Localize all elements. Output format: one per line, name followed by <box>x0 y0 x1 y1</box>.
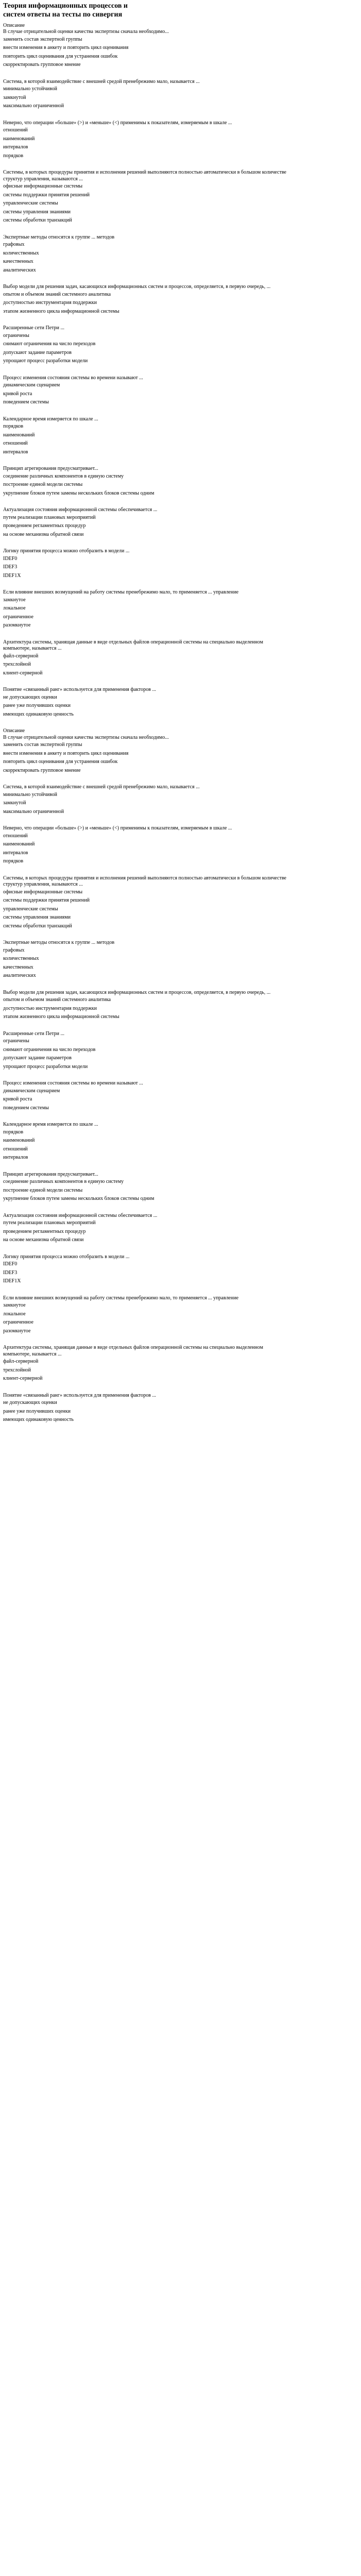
answer-option: наименований <box>3 432 35 438</box>
answer-option: интервалов <box>3 144 28 150</box>
answer-option: отношений <box>3 127 28 133</box>
answer-option: соединение различных компонентов в единую систему <box>3 1179 124 1185</box>
block-spacer <box>3 867 352 875</box>
answer-list <box>3 183 352 224</box>
answer-option: ограничены <box>3 332 29 338</box>
answer-option: повторить цикл оценивания для устранения ошибок <box>3 53 118 59</box>
question-text: Выбор модели для решения задач, касающихся информационных систем и процессов, определяется, в первую очередь, ... <box>3 989 271 995</box>
question-list <box>3 23 352 1434</box>
question-block <box>3 466 352 507</box>
answer-option: ранее уже получивших оценки <box>3 1408 71 1414</box>
block-spacer <box>3 71 352 79</box>
question-block <box>3 1031 352 1081</box>
answer-option: файл-серверной <box>3 653 39 659</box>
question-block <box>3 1172 352 1213</box>
answer-option: ограниченное <box>3 614 33 620</box>
answer-list <box>3 556 352 580</box>
block-spacer <box>3 817 352 825</box>
question-block <box>3 120 352 170</box>
question-text: Описание В случае отрицательной оценки качества экспертизы сначала необходимо... <box>3 728 169 740</box>
question-text: Расширенные сети Петри ... <box>3 1030 65 1037</box>
answer-option: файл-серверной <box>3 1359 39 1365</box>
answer-option: опытом и объемом знаний системного аналитика <box>3 291 111 297</box>
answer-option: трехслойной <box>3 1367 31 1373</box>
block-spacer <box>3 581 352 589</box>
answer-list <box>3 833 352 865</box>
answer-option: локальное <box>3 1311 26 1317</box>
answer-list <box>3 1302 352 1334</box>
answer-option: системы обработки транзакций <box>3 923 72 929</box>
block-spacer <box>3 499 352 507</box>
answer-list <box>3 423 352 455</box>
block-spacer <box>3 1072 352 1080</box>
answer-option: доступностью инструментария поддержки <box>3 1005 97 1011</box>
answer-list <box>3 382 352 406</box>
answer-option: укрупнение блоков путем замены нескольких блоков системы одним <box>3 490 154 496</box>
block-spacer <box>3 931 352 940</box>
answer-list <box>3 653 352 677</box>
answer-option: наименований <box>3 841 35 848</box>
answer-option: имеющих одинаковую ценность <box>3 711 74 717</box>
answer-option: внести изменения в анкету и повторить цикл оценивания <box>3 750 129 756</box>
block-spacer <box>3 1426 352 1434</box>
answer-option: допускают задание параметров <box>3 1055 72 1061</box>
block-spacer <box>3 112 352 120</box>
question-text: Календарное время измеряется по шкале ... <box>3 1122 98 1128</box>
answer-list <box>3 947 352 979</box>
question-text: Если влияние внешних возмущений на работу системы пренебрежимо мало, то применяется ... управление <box>3 1295 239 1301</box>
answer-option: офисные информационные системы <box>3 889 83 895</box>
block-spacer <box>3 1023 352 1031</box>
question-block <box>3 784 352 825</box>
answer-list <box>3 742 352 774</box>
question-text: Неверно, что операции «больше» (>) и «меньше» (<) применимы к показателям, измеряемым в шкале ... <box>3 120 232 126</box>
answer-option: соединение различных компонентов в единую систему <box>3 473 124 479</box>
question-text: Актуализация состояния информационной системы обеспечивается ... <box>3 507 158 513</box>
answer-option: снимают ограничения на число переходов <box>3 1046 96 1053</box>
answer-option: скорректировать групповое мнение <box>3 767 81 773</box>
answer-option: не допускающих оценки <box>3 1400 57 1406</box>
question-text: Системы, в которых процедуры принятия и исполнения решений выполняются полностью автоматически в большом количестве структур управления, называются ... <box>3 170 286 182</box>
answer-option: путем реализации плановых мероприятий <box>3 1220 96 1226</box>
answer-list <box>3 473 352 497</box>
answer-option: упрощают процесс разработки модели <box>3 1063 88 1070</box>
answer-option: кривой роста <box>3 1096 32 1103</box>
block-spacer <box>3 317 352 325</box>
question-block <box>3 1345 352 1393</box>
question-text: Процесс изменения состояния системы во времени называют ... <box>3 375 143 381</box>
answer-option: порядков <box>3 858 24 865</box>
block-spacer <box>3 1336 352 1345</box>
answer-option: отношений <box>3 833 28 839</box>
question-text: Экспертные методы относятся к группе ... методов <box>3 234 115 240</box>
answer-list <box>3 1088 352 1112</box>
question-block <box>3 1295 352 1345</box>
answer-option: упрощают процесс разработки модели <box>3 358 88 364</box>
block-spacer <box>3 1113 352 1122</box>
answer-option: имеющих одинаковую ценность <box>3 1417 74 1423</box>
question-text: Календарное время измеряется по шкале ... <box>3 416 98 422</box>
answer-option: внести изменения в анкету и повторить цикл оценивания <box>3 45 129 51</box>
answer-option: аналитических <box>3 973 36 979</box>
answer-option: замкнутой <box>3 800 26 806</box>
answer-option: разомкнутое <box>3 1328 31 1334</box>
answer-list <box>3 1400 352 1423</box>
answer-option: ограниченное <box>3 1319 33 1326</box>
answer-option: IDEF0 <box>3 1261 18 1267</box>
question-text: Принцип агрегирования предусматривает... <box>3 1171 98 1177</box>
question-block <box>3 728 352 784</box>
question-text: Понятие «связанный ранг» используется для применения факторов ... <box>3 687 156 693</box>
answer-list <box>3 1129 352 1161</box>
question-text: Актуализация состояния информационной системы обеспечивается ... <box>3 1212 158 1218</box>
answer-option: интервалов <box>3 1155 28 1161</box>
answer-option: минимально устойчивой <box>3 791 57 798</box>
answer-option: порядков <box>3 152 24 159</box>
answer-list <box>3 86 352 110</box>
question-block <box>3 1254 352 1295</box>
question-text: Неверно, что операции «больше» (>) и «меньше» (<) применимы к показателям, измеряемым в шкале ... <box>3 825 232 832</box>
question-block <box>3 23 352 79</box>
answer-list <box>3 694 352 718</box>
question-block <box>3 1393 352 1434</box>
block-spacer <box>3 1163 352 1172</box>
answer-option: динамическим сценарием <box>3 382 60 388</box>
answer-list <box>3 292 352 315</box>
answer-list <box>3 792 352 816</box>
block-spacer <box>3 1205 352 1213</box>
question-text: Системы, в которых процедуры принятия и исполнения решений выполняются полностью автоматически в большом количестве структур управления, называются ... <box>3 875 286 888</box>
question-block <box>3 1122 352 1172</box>
block-spacer <box>3 367 352 375</box>
block-spacer <box>3 457 352 466</box>
answer-option: качественных <box>3 964 33 970</box>
answer-list <box>3 1038 352 1070</box>
question-block <box>3 687 352 728</box>
answer-option: разомкнутое <box>3 622 31 629</box>
answer-option: укрупнение блоков путем замены нескольких блоков системы одним <box>3 1196 154 1202</box>
answer-option: управленческие системы <box>3 200 58 207</box>
answer-option: опытом и объемом знаний системного аналитика <box>3 997 111 1003</box>
question-block <box>3 375 352 416</box>
answer-option: поведением системы <box>3 399 49 405</box>
answer-option: построение единой модели системы <box>3 1187 83 1193</box>
answer-list <box>3 242 352 274</box>
answer-option: поведением системы <box>3 1105 49 1111</box>
answer-option: трехслойной <box>3 662 31 668</box>
answer-option: системы поддержки принятия решений <box>3 897 90 904</box>
answer-option: на основе механизма обратной связи <box>3 1237 84 1243</box>
answer-option: IDEF1X <box>3 572 21 579</box>
answer-list <box>3 889 352 930</box>
answer-option: порядков <box>3 423 24 430</box>
answer-list <box>3 127 352 159</box>
answer-option: на основе механизма обратной связи <box>3 531 84 537</box>
answer-option: ограничены <box>3 1038 29 1044</box>
answer-option: проведением регламентных процедур <box>3 1228 86 1234</box>
question-block <box>3 1213 352 1254</box>
answer-option: скорректировать групповое мнение <box>3 62 81 68</box>
answer-option: кривой роста <box>3 391 32 397</box>
question-block <box>3 79 352 120</box>
answer-option: наименований <box>3 1138 35 1144</box>
answer-option: аналитических <box>3 267 36 273</box>
answer-option: системы поддержки принятия решений <box>3 192 90 198</box>
answer-option: системы управления знаниями <box>3 209 71 215</box>
answer-option: интервалов <box>3 449 28 455</box>
answer-option: этапом жизненного цикла информационной системы <box>3 1014 119 1020</box>
question-block <box>3 234 352 284</box>
question-text: Расширенные сети Петри ... <box>3 325 65 331</box>
question-text: Логику принятия процесса можно отобразить в модели ... <box>3 1253 130 1260</box>
question-text: Понятие «связанный ранг» используется для применения факторов ... <box>3 1392 156 1398</box>
answer-option: не допускающих оценки <box>3 694 57 700</box>
answer-option: порядков <box>3 1129 24 1135</box>
question-block <box>3 325 352 375</box>
block-spacer <box>3 776 352 784</box>
answer-option: снимают ограничения на число переходов <box>3 341 96 347</box>
block-spacer <box>3 720 352 728</box>
answer-option: проведением регламентных процедур <box>3 523 86 529</box>
answer-list <box>3 1179 352 1202</box>
question-block <box>3 1080 352 1122</box>
question-text: Выбор модели для решения задач, касающихся информационных систем и процессов, определяется, в первую очередь, ... <box>3 284 271 290</box>
answer-option: путем реализации плановых мероприятий <box>3 514 96 520</box>
question-text: Процесс изменения состояния системы во времени называют ... <box>3 1080 143 1087</box>
answer-option: отношений <box>3 1146 28 1152</box>
question-text: Экспертные методы относятся к группе ... методов <box>3 940 115 946</box>
answer-option: заменить состав экспертной группы <box>3 742 82 748</box>
answer-option: клиент-серверной <box>3 670 43 676</box>
answer-list <box>3 997 352 1021</box>
question-block <box>3 639 352 687</box>
block-spacer <box>3 540 352 548</box>
answer-list <box>3 1220 352 1244</box>
answer-list <box>3 1359 352 1382</box>
answer-option: IDEF3 <box>3 564 18 570</box>
answer-option: графовых <box>3 947 25 953</box>
answer-list <box>3 515 352 538</box>
page-title: Теория информационных процессов и систем ответы на тесты по сивергия <box>3 2 128 19</box>
block-spacer <box>3 1384 352 1393</box>
answer-option: замкнутое <box>3 1302 26 1309</box>
answer-option: количественных <box>3 250 39 256</box>
answer-option: максимально ограниченной <box>3 808 64 815</box>
block-spacer <box>3 161 352 170</box>
answer-option: интервалов <box>3 850 28 856</box>
question-block <box>3 875 352 940</box>
answer-option: системы управления знаниями <box>3 914 71 921</box>
answer-option: отношений <box>3 440 28 447</box>
answer-option: замкнутой <box>3 94 26 100</box>
block-spacer <box>3 981 352 990</box>
block-spacer <box>3 679 352 687</box>
question-text: Описание В случае отрицательной оценки качества экспертизы сначала необходимо... <box>3 22 169 35</box>
question-text: Система, в которой взаимодействие с внешней средой пренебрежимо мало, называется ... <box>3 784 200 790</box>
answer-list <box>3 37 352 69</box>
block-spacer <box>3 408 352 416</box>
answer-option: динамическим сценарием <box>3 1088 60 1094</box>
block-spacer <box>3 226 352 234</box>
answer-option: IDEF0 <box>3 555 18 562</box>
question-block <box>3 940 352 990</box>
block-spacer <box>3 631 352 639</box>
answer-option: ранее уже получивших оценки <box>3 703 71 709</box>
answer-option: офисные информационные системы <box>3 183 83 190</box>
question-text: Архитектура системы, хранящая данные в виде отдельных файлов операционной системы на специально выделенном компьютере, называется ... <box>3 639 263 652</box>
answer-option: качественных <box>3 259 33 265</box>
answer-option: минимально устойчивой <box>3 86 57 92</box>
answer-list <box>3 333 352 365</box>
question-block <box>3 284 352 325</box>
answer-option: допускают задание параметров <box>3 349 72 355</box>
answer-option: IDEF1X <box>3 1278 21 1284</box>
question-block <box>3 589 352 639</box>
answer-option: замкнутое <box>3 597 26 603</box>
question-block <box>3 507 352 548</box>
answer-option: доступностью инструментария поддержки <box>3 300 97 306</box>
question-text: Система, в которой взаимодействие с внешней средой пренебрежимо мало, называется ... <box>3 78 200 84</box>
question-block <box>3 170 352 234</box>
question-block <box>3 416 352 466</box>
answer-list <box>3 1261 352 1285</box>
question-block <box>3 548 352 589</box>
block-spacer <box>3 1287 352 1295</box>
question-block <box>3 825 352 875</box>
answer-option: IDEF3 <box>3 1269 18 1276</box>
answer-option: максимально ограниченной <box>3 103 64 109</box>
question-block <box>3 990 352 1031</box>
block-spacer <box>3 276 352 284</box>
answer-option: клиент-серверной <box>3 1376 43 1382</box>
answer-option: этапом жизненного цикла информационной системы <box>3 308 119 314</box>
question-text: Принцип агрегирования предусматривает... <box>3 466 98 472</box>
answer-option: наименований <box>3 135 35 142</box>
answer-option: построение единой модели системы <box>3 482 83 488</box>
answer-option: локальное <box>3 605 26 612</box>
question-text: Архитектура системы, хранящая данные в виде отдельных файлов операционной системы на специально выделенном компьютере, называется ... <box>3 1345 263 1357</box>
block-spacer <box>3 1246 352 1254</box>
answer-option: системы обработки транзакций <box>3 217 72 224</box>
question-text: Логику принятия процесса можно отобразить в модели ... <box>3 548 130 554</box>
answer-list <box>3 597 352 629</box>
question-text: Если влияние внешних возмущений на работу системы пренебрежимо мало, то применяется ... управление <box>3 589 239 596</box>
answer-option: графовых <box>3 242 25 248</box>
answer-option: управленческие системы <box>3 906 58 912</box>
answer-option: количественных <box>3 956 39 962</box>
answer-option: заменить состав экспертной группы <box>3 36 82 42</box>
answer-option: повторить цикл оценивания для устранения ошибок <box>3 759 118 765</box>
